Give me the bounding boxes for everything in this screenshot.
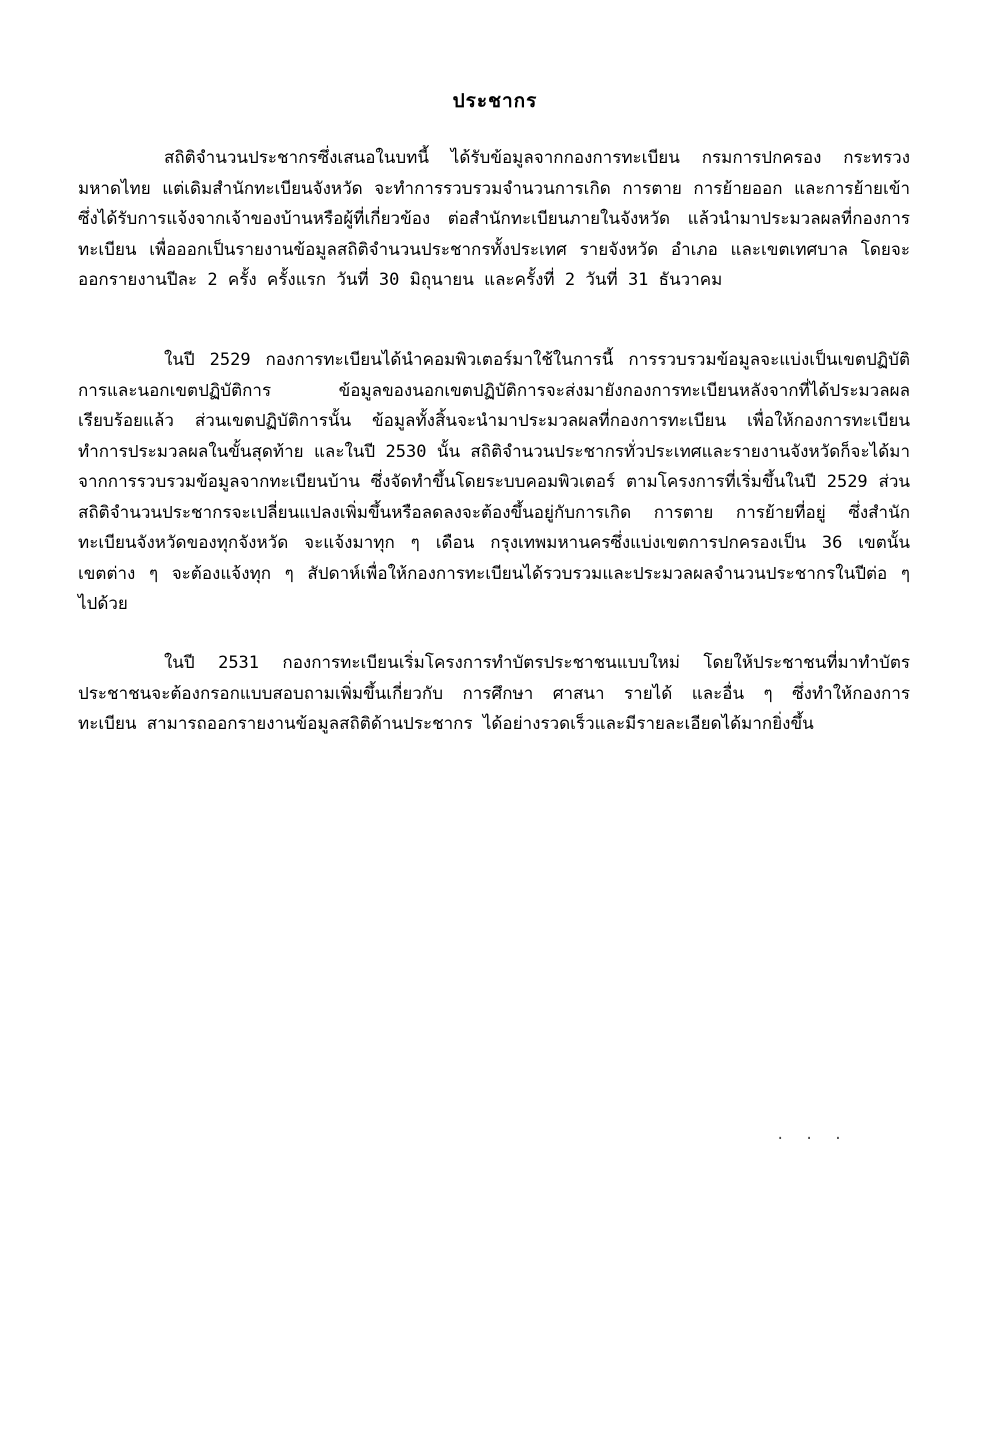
paragraph-data-source: สถิติจำนวนประชากรซึ่งเสนอในบทนี้ ได้รับข้อมูลจากกองการทะเบียน กรมการปกครอง กระทรวงมหาดไทย แต่เดิมสำนักทะเบียนจังหวัด จะทำการรวบรวมจำนวนการเกิด การตาย การย้ายออก และการย้ายเข้า ซึ่งได้รับการแจ้งจากเจ้าของบ้านหรือผู้ที่เกี่ยวข้อง ต่อสำนักทะเบียนภายในจังหวัด แล้วนำมาประมวลผลที่กองการทะเบียน เพื่อออกเป็นรายงานข้อมูลสถิติจำนวนประชากรทั้งประเทศ รายจังหวัด อำเภอ และเขตเทศบาล โดยจะออกรายงานปีละ 2 ครั้ง ครั้งแรก วันที่ 30 มิถุนายน และครั้งที่ 2 วันที่ 31 ธันวาคม: [78, 148, 910, 290]
paragraph-computerization: ในปี 2529 กองการทะเบียนได้นำคอมพิวเตอร์มาใช้ในการนี้ การรวบรวมข้อมูลจะแบ่งเป็นเขตปฏิบัติการและนอกเขตปฏิบัติการ ข้อมูลของนอกเขตปฏิบัติการจะส่งมายังกองการทะเบียนหลังจากที่ได้ประมวลผลเรียบร้อยแล้ว ส่วนเขตปฏิบัติการนั้น ข้อมูลทั้งสิ้นจะนำมาประมวลผลที่กองการทะเบียน เพื่อให้กองการทะเบียนทำการประมวลผลในขั้นสุดท้าย และในปี 2530 นั้น สถิติจำนวนประชากรทั่วประเทศและรายงานจังหวัดก็จะได้มาจากการรวบรวมข้อมูลจากทะเบียนบ้าน ซึ่งจัดทำขึ้นโดยระบบคอมพิวเตอร์ ตามโครงการที่เริ่มขึ้นในปี 2529 ส่วนสถิติจำนวนประชากรจะเปลี่ยนแปลงเพิ่มขึ้นหรือลดลงจะต้องขึ้นอยู่กับการเกิด การตาย การย้ายที่อยู่ ซึ่งสำนักทะเบียนจังหวัดของทุกจังหวัด จะแจ้งมาทุก ๆ เดือน กรุงเทพมหานครซึ่งแบ่งเขตการปกครองเป็น 36 เขตนั้น เขตต่าง ๆ จะต้องแจ้งทุก ๆ สัปดาห์เพื่อให้กองการทะเบียนได้รวบรวมและประมวลผลจำนวนประชากรในปีต่อ ๆ ไปด้วย: [78, 350, 910, 614]
paragraph-id-card-project: ในปี 2531 กองการทะเบียนเริ่มโครงการทำบัตรประชาชนแบบใหม่ โดยให้ประชาชนที่มาทำบัตรประชาชนจะต้องกรอกแบบสอบถามเพิ่มขึ้นเกี่ยวกับ การศึกษา ศาสนา รายได้ และอื่น ๆ ซึ่งทำให้กองการทะเบียน สามารถออกรายงานข้อมูลสถิติด้านประชากร ได้อย่างรวดเร็วและมีรายละเอียดได้มากยิ่งขึ้น: [78, 653, 910, 734]
page-title: ประชากร: [452, 90, 538, 112]
scan-mark: . . .: [776, 1127, 849, 1143]
